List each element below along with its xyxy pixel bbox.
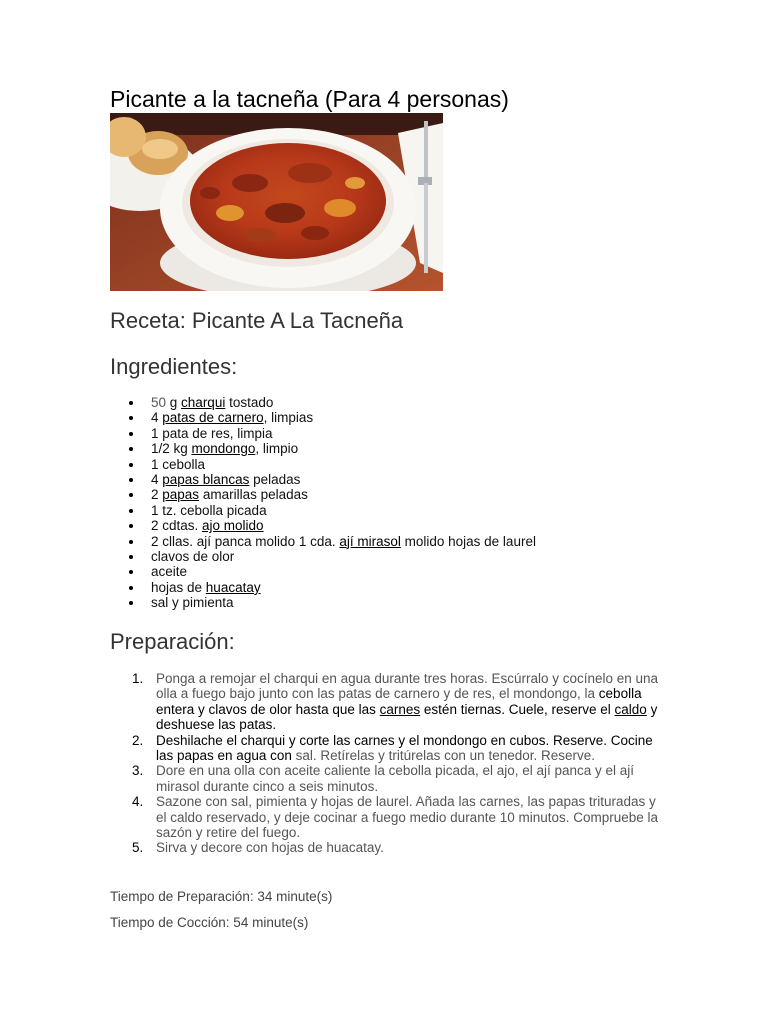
ingredient-item: [110, 426, 536, 441]
bullet-icon: [129, 401, 133, 405]
ingredient-link[interactable]: huacatay: [205, 579, 261, 595]
ingredient-text: 1 cebolla: [151, 456, 206, 472]
preparation-heading: Preparación:: [110, 629, 235, 654]
step-text: estén tiernas. Cuele, reserve el: [420, 701, 615, 717]
cook-time: Tiempo de Cocción: 54 minute(s): [110, 915, 309, 930]
ingredient-text: molido hojas de laurel: [400, 533, 536, 549]
ingredient-item: [110, 441, 536, 456]
preparation-step: [110, 733, 670, 764]
ingredient-item: [110, 580, 536, 595]
stew-plate-photo: [110, 113, 443, 291]
step-text: Sirva y decore con hojas de huacatay.: [156, 840, 384, 856]
step-text: Deshilache el charqui y corte las carnes y el mondongo en cubos. Reserve. Cocine las papas en agua con: [156, 732, 653, 764]
ingredient-link[interactable]: ajo molido: [202, 518, 264, 534]
ingredient-text: hojas de: [151, 579, 206, 595]
ingredient-item: [110, 564, 536, 579]
ingredient-link[interactable]: ají mirasol: [339, 533, 401, 549]
step-link[interactable]: caldo: [614, 701, 647, 717]
ingredient-amount: 50: [151, 395, 167, 410]
bullet-icon: [129, 509, 133, 513]
step-text: Ponga a remojar el charqui en agua durante tres horas. Escúrralo y cocínelo en una olla a fuego bajo junto con las patas de carnero y de res, el mondongo, la: [156, 671, 659, 702]
ingredient-link[interactable]: papas blancas: [162, 472, 250, 488]
ingredient-text: 1/2 kg: [151, 441, 192, 457]
ingredient-link[interactable]: papas: [162, 487, 200, 503]
preparation-step: [110, 671, 670, 733]
bullet-icon: [129, 432, 133, 436]
ingredient-text: peladas: [249, 472, 301, 488]
ingredients-heading: Ingredientes:: [110, 354, 238, 379]
ingredient-text: 2: [151, 487, 163, 503]
ingredient-text: aceite: [151, 564, 188, 580]
ingredient-item: [110, 410, 536, 425]
step-link[interactable]: carnes: [379, 701, 421, 717]
ingredient-text: 1 pata de res, limpia: [151, 425, 273, 441]
bullet-icon: [129, 570, 133, 574]
step-text: Dore en una olla con aceite caliente la cebolla picada, el ajo, el ají panca y el ají mirasol durante cinco a seis minutos.: [156, 763, 635, 794]
preparation-step: [110, 794, 670, 840]
ingredient-link[interactable]: mondongo: [191, 441, 256, 457]
ingredient-link[interactable]: charqui: [181, 395, 226, 410]
step-number: 4.: [132, 794, 144, 810]
ingredient-text: 4: [151, 472, 163, 488]
step-number: 3.: [132, 763, 144, 779]
step-text: sal. Retírelas y tritúrelas con un tenedor. Reserve.: [291, 748, 596, 764]
ingredient-text: clavos de olor: [151, 549, 235, 565]
ingredient-item: [110, 472, 536, 487]
step-text: cebolla entera y clavos de olor hasta que las: [156, 686, 642, 717]
ingredient-text: 4: [151, 410, 163, 426]
bullet-icon: [129, 524, 133, 528]
ingredient-text: , limpias: [263, 410, 314, 426]
ingredient-item: [110, 549, 536, 564]
ingredient-item: [110, 534, 536, 549]
bullet-icon: [129, 478, 133, 482]
step-number: 2.: [132, 732, 144, 748]
ingredient-text: tostado: [225, 395, 274, 410]
page-title: Picante a la tacneña (Para 4 personas): [110, 86, 509, 112]
ingredient-text: amarillas peladas: [199, 487, 308, 503]
ingredient-item: [110, 457, 536, 472]
ingredients-list: [110, 395, 536, 611]
ingredient-text: , limpio: [255, 441, 299, 457]
step-number: 5.: [132, 840, 144, 856]
bullet-icon: [129, 416, 133, 420]
bullet-icon: [129, 555, 133, 559]
bullet-icon: [129, 493, 133, 497]
preparation-steps: [110, 671, 670, 856]
recipe-heading: Receta: Picante A La Tacneña: [110, 308, 404, 333]
ingredient-text: 2 cllas. ají panca molido 1 cda.: [151, 533, 340, 549]
ingredient-item: [110, 395, 536, 410]
ingredient-link[interactable]: patas de carnero: [162, 410, 264, 426]
ingredient-item: [110, 503, 536, 518]
ingredient-item: [110, 487, 536, 502]
step-text: y deshuese las patas.: [156, 701, 658, 733]
ingredient-text: 1 tz. cebolla picada: [151, 502, 267, 518]
ingredient-item: [110, 595, 536, 610]
ingredient-text: g: [166, 395, 182, 410]
bullet-icon: [129, 586, 133, 590]
bullet-icon: [129, 540, 133, 544]
step-number: 1.: [132, 671, 144, 686]
step-text: Sazone con sal, pimienta y hojas de laurel. Añada las carnes, las papas trituradas y el caldo reservado, y deje cocinar a fuego medio durante 10 minutos. Compruebe la sazón y retire del fuego.: [156, 794, 659, 841]
bullet-icon: [129, 447, 133, 451]
bullet-icon: [129, 463, 133, 467]
preparation-step: [110, 840, 670, 855]
ingredient-item: [110, 518, 536, 533]
bullet-icon: [129, 601, 133, 605]
prep-time: Tiempo de Preparación: 34 minute(s): [110, 889, 333, 904]
preparation-step: [110, 763, 670, 794]
ingredient-text: sal y pimienta: [151, 595, 234, 611]
ingredient-text: 2 cdtas.: [151, 518, 203, 534]
